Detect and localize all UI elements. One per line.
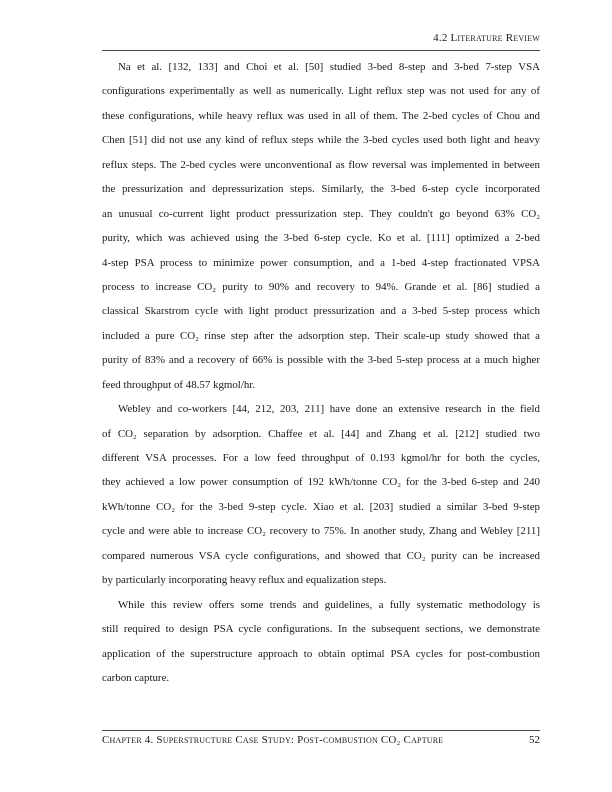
- text-line: Na et al. [132, 133] and Choi et al. [50] studied 3-bed 8-step and 3-bed 7-step VSA: [118, 61, 540, 73]
- body-text: [102, 59, 540, 694]
- text-line: included a pure CO₂ rinse step after the adsorption step. Their scale-up study showed that a: [102, 329, 540, 342]
- paragraph: [102, 597, 540, 695]
- text-line: of CO₂ separation by adsorption. Chaffee et al. [44] and Zhang et al. [212] studied two: [102, 427, 540, 440]
- text-line: still required to design PSA cycle configurations. In the subsequent sections, we demonstrate: [102, 623, 540, 636]
- text-line: Chen [51] did not use any kind of reflux steps while the 3-bed cycles used both light and heavy: [102, 134, 540, 147]
- text-line: feed throughput of 48.57 kgmol/hr.: [102, 378, 256, 391]
- text-line: different VSA processes. For a low feed throughput of 0.193 kgmol/hr for both the cycles,: [102, 452, 540, 464]
- text-line: kWh/tonne CO₂ for the 3-bed 9-step cycle. Xiao et al. [203] studied a similar 3-bed 9-step: [102, 500, 540, 513]
- text-line: configurations experimentally as well as numerically. Light reflux step was not used for any of: [102, 85, 540, 98]
- text-line: 4-step PSA process to minimize power consumption, and a 1-bed 4-step fractionated VPSA: [102, 256, 540, 269]
- footer-chapter-title: Chapter 4. Superstructure Case Study: Post-combustion CO₂ Capture: [102, 734, 444, 746]
- text-line: carbon capture.: [102, 671, 170, 684]
- paragraph: [102, 401, 540, 597]
- text-line: compared numerous VSA cycle configurations, and showed that CO₂ purity can be increased: [102, 549, 540, 562]
- text-line: purity, which was achieved using the 3-bed 6-step cycle. Ko et al. [111] optimized a 2-bed: [102, 232, 540, 245]
- paragraph: [102, 59, 540, 401]
- text-line: While this review offers some trends and guidelines, a fully systematic methodology is: [118, 598, 540, 611]
- header-section-title: 4.2 Literature Review: [433, 32, 540, 44]
- text-line: classical Skarstrom cycle with light product pressurization and a 3-bed 5-step process which: [102, 305, 540, 318]
- text-line: Webley and co-workers [44, 212, 203, 211] have done an extensive research in the field: [118, 403, 540, 416]
- text-line: cycle and were able to increase CO₂ recovery to 75%. In another study, Zhang and Webley [211]: [102, 525, 540, 538]
- text-line: the pressurization and depressurization steps. Similarly, the 3-bed 6-step cycle incorporated: [102, 183, 540, 196]
- footer-rule: [102, 730, 540, 731]
- text-line: application of the superstructure approach to obtain optimal PSA cycles for post-combustion: [102, 647, 540, 660]
- page-number: 52: [529, 734, 540, 746]
- text-line: process to increase CO₂ purity to 90% and recovery to 94%. Grande et al. [86] studied a: [102, 280, 540, 293]
- text-line: these configurations, while heavy reflux was used in all of them. The 2-bed cycles of Chou and: [102, 109, 540, 122]
- header-rule: [102, 50, 540, 51]
- text-line: they achieved a low power consumption of 192 kWh/tonne CO₂ for the 3-bed 6-step and 240: [102, 476, 540, 489]
- text-line: reflux steps. The 2-bed cycles were unconventional as flow reversal was implemented in between: [102, 158, 540, 171]
- text-line: an unusual co-current light product pressurization step. They couldn't go beyond 63% CO₂: [102, 207, 540, 220]
- text-line: purity of 83% and a recovery of 66% is possible with the 3-bed 5-step process at a much higher: [102, 354, 540, 367]
- text-line: by particularly incorporating heavy reflux and equalization steps.: [102, 574, 387, 587]
